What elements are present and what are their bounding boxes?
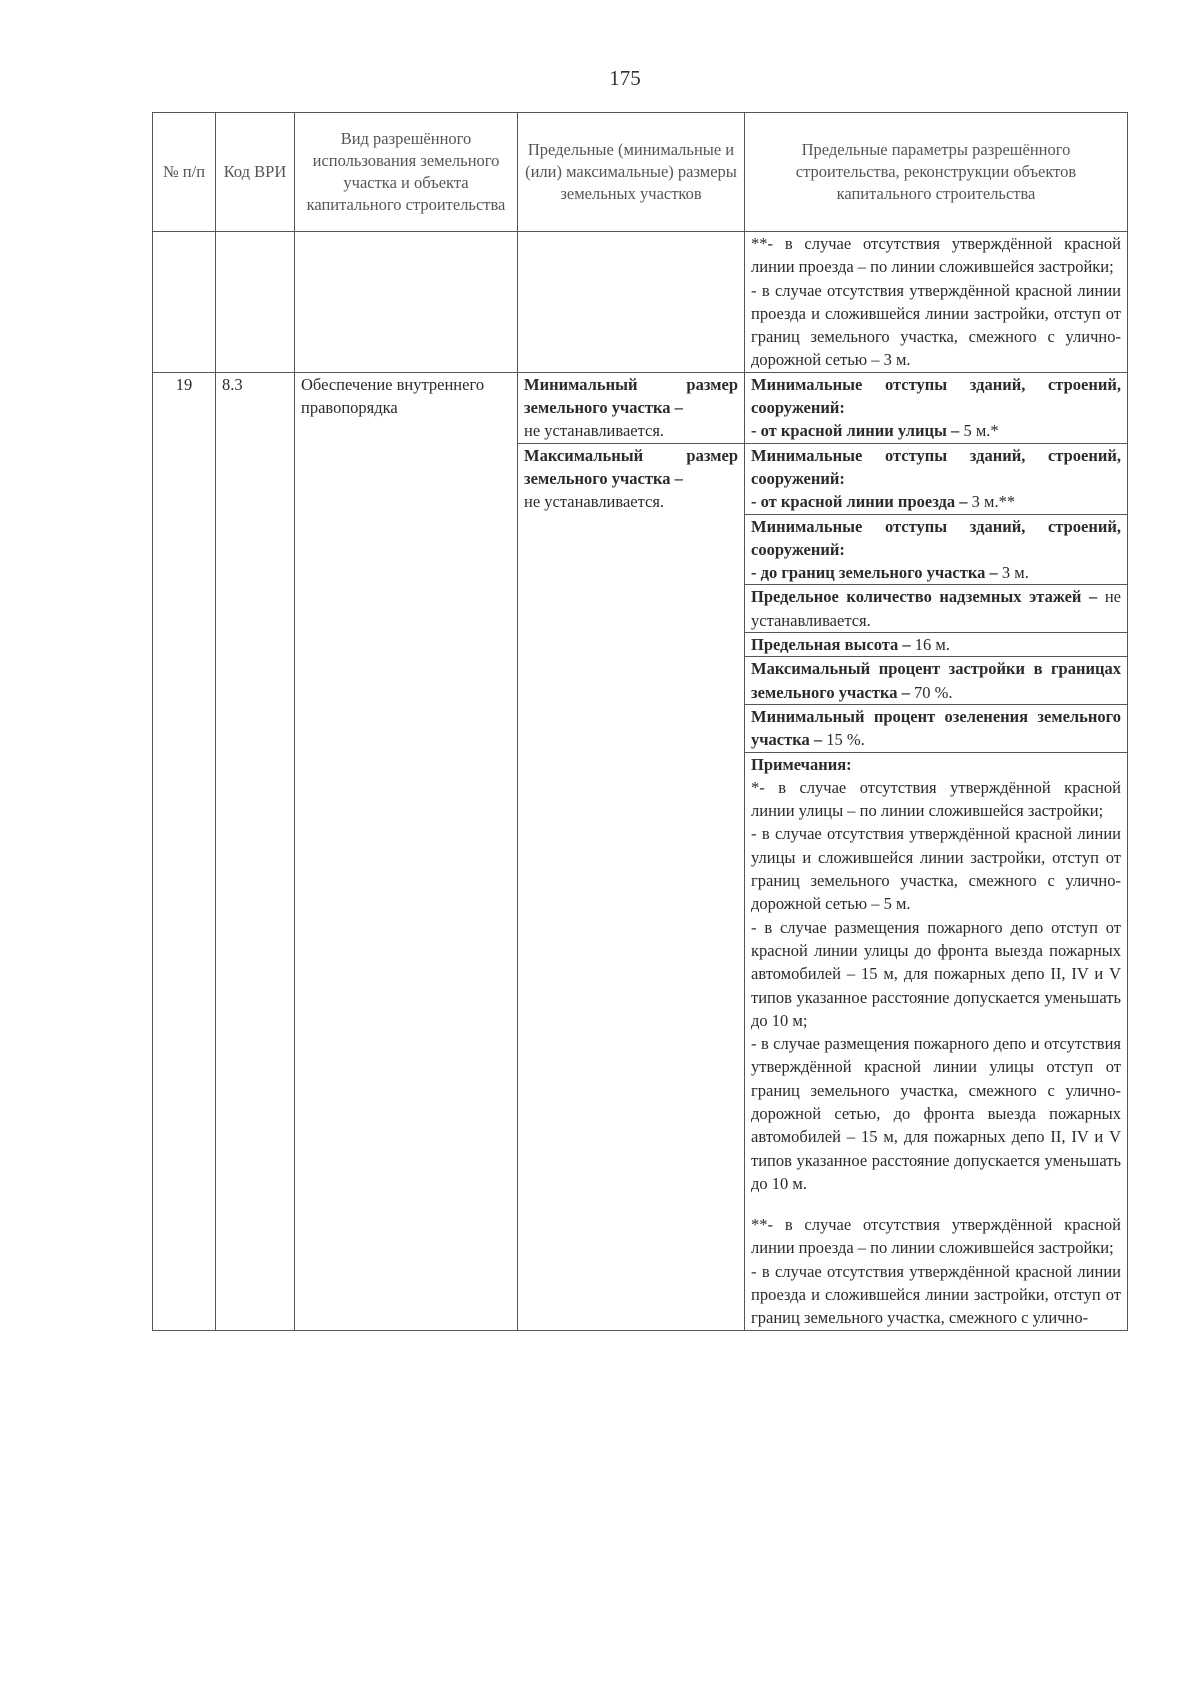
max-size-label: Максимальный размер земельного участка – — [524, 445, 738, 488]
min-size-value: не устанавливается. — [524, 421, 665, 441]
param-height — [745, 633, 1128, 657]
param-1-value — [751, 419, 1121, 442]
header-num: № п/п — [153, 113, 216, 232]
cont-note-1: **- в случае отсутствия утверждённой красной линии проезда – по линии сложившейся застройки; — [751, 234, 1121, 277]
continuation-row — [153, 232, 1128, 373]
notes-heading: Примечания: — [751, 754, 852, 774]
param-6-value: 70 %. — [913, 682, 953, 702]
param-3-head: Минимальные отступы зданий, строений, сооружений: — [751, 516, 1121, 559]
header-params: Предельные параметры разрешённого строительства, реконструкции объектов капитального строительства — [745, 113, 1128, 232]
param-4-label: Предельное количество надземных этажей – — [751, 587, 1105, 607]
note-item: - в случае размещения пожарного депо и отсутствия утверждённой красной линии улицы отступ от границ земельного участка, смежного с улично-дорожной сетью, до фронта выезда пожарных автомобилей – 15 м, для пожарных депо II, IV и V типов указанное расстояние допускается уменьшать до 10 м. — [751, 1034, 1121, 1193]
param-greenery-percent — [745, 704, 1128, 752]
param-built-up-percent — [745, 657, 1128, 705]
table-header-row — [153, 113, 1128, 232]
param-2-value-text: - от красной линии проезда – — [751, 492, 972, 512]
row-num-cell: 19 — [153, 372, 216, 1330]
max-size-cell — [518, 443, 745, 1330]
param-7-label: Минимальный процент озеленения земельного участка – — [751, 706, 1121, 750]
param-7-value: 15 %. — [826, 730, 865, 750]
row-use-cell: Обеспечение внутреннего правопорядка — [295, 372, 518, 1330]
param-5-label: Предельная высота – — [751, 635, 915, 655]
cont-num-cell — [153, 232, 216, 373]
param-front-setback-street — [745, 372, 1128, 443]
param-2-value — [751, 490, 1121, 513]
header-sizes: Предельные (минимальные и (или) максимальные) размеры земельных участков — [518, 113, 745, 232]
param-3-value-text: - до границ земельного участка – — [751, 563, 1002, 583]
param-2-value-tail: 3 м.** — [971, 492, 1016, 512]
param-1-value-tail: 5 м.* — [963, 421, 999, 441]
cont-use-cell — [295, 232, 518, 373]
cont-note-2: - в случае отсутствия утверждённой красной линии проезда и сложившейся линии застройки, отступ от границ земельного участка, смежного с улично-дорожной сетью – 3 м. — [751, 280, 1121, 370]
param-3-value — [751, 561, 1121, 584]
row-code-cell: 8.3 — [216, 372, 295, 1330]
note-item: *- в случае отсутствия утверждённой красной линии улицы – по линии сложившейся застройки; — [751, 777, 1121, 821]
min-size-cell — [518, 372, 745, 443]
param-1-value-text: - от красной линии улицы – — [751, 421, 964, 441]
param-floors — [745, 585, 1128, 633]
param-3-value-tail: 3 м. — [1001, 563, 1029, 583]
regulations-table — [152, 112, 1128, 1331]
param-2-head: Минимальные отступы зданий, строений, сооружений: — [751, 445, 1121, 488]
header-use: Вид разрешённого использования земельного участка и объекта капитального строительства — [295, 113, 518, 232]
note-item: - в случае размещения пожарного депо отступ от красной линии улицы до фронта выезда пожарных автомобилей – 15 м, для пожарных депо II, IV и V типов указанное расстояние допускается уменьшать до 10 м; — [751, 917, 1121, 1030]
max-size-value: не устанавливается. — [524, 492, 665, 512]
param-5-value: 16 м. — [914, 635, 950, 655]
page-number: 175 — [609, 66, 641, 90]
param-4-value: не устанавливается. — [751, 587, 1121, 630]
header-code: Код ВРИ — [216, 113, 295, 232]
cont-params-cell — [745, 232, 1128, 373]
note-item: - в случае отсутствия утверждённой красной линии улицы и сложившейся линии застройки, отступ от границ земельного участка, смежного с улично-дорожной сетью – 5 м. — [751, 824, 1121, 914]
note-item: - в случае отсутствия утверждённой красной линии проезда и сложившейся линии застройки, отступ от границ земельного участка, смежного с улично- — [751, 1261, 1121, 1328]
notes-spacer — [751, 1195, 1121, 1213]
param-front-setback-driveway — [745, 443, 1128, 514]
note-item: **- в случае отсутствия утверждённой красной линии проезда – по линии сложившейся застройки; — [751, 1215, 1121, 1258]
table-row-19 — [153, 372, 1128, 443]
notes-cell — [745, 752, 1128, 1330]
param-1-head: Минимальные отступы зданий, строений, сооружений: — [751, 374, 1121, 418]
cont-sizes-cell — [518, 232, 745, 373]
param-6-label: Максимальный процент застройки в границах земельного участка – — [751, 659, 1121, 702]
param-boundary-setback — [745, 514, 1128, 585]
min-size-label: Минимальный размер земельного участка – — [524, 374, 738, 418]
cont-code-cell — [216, 232, 295, 373]
